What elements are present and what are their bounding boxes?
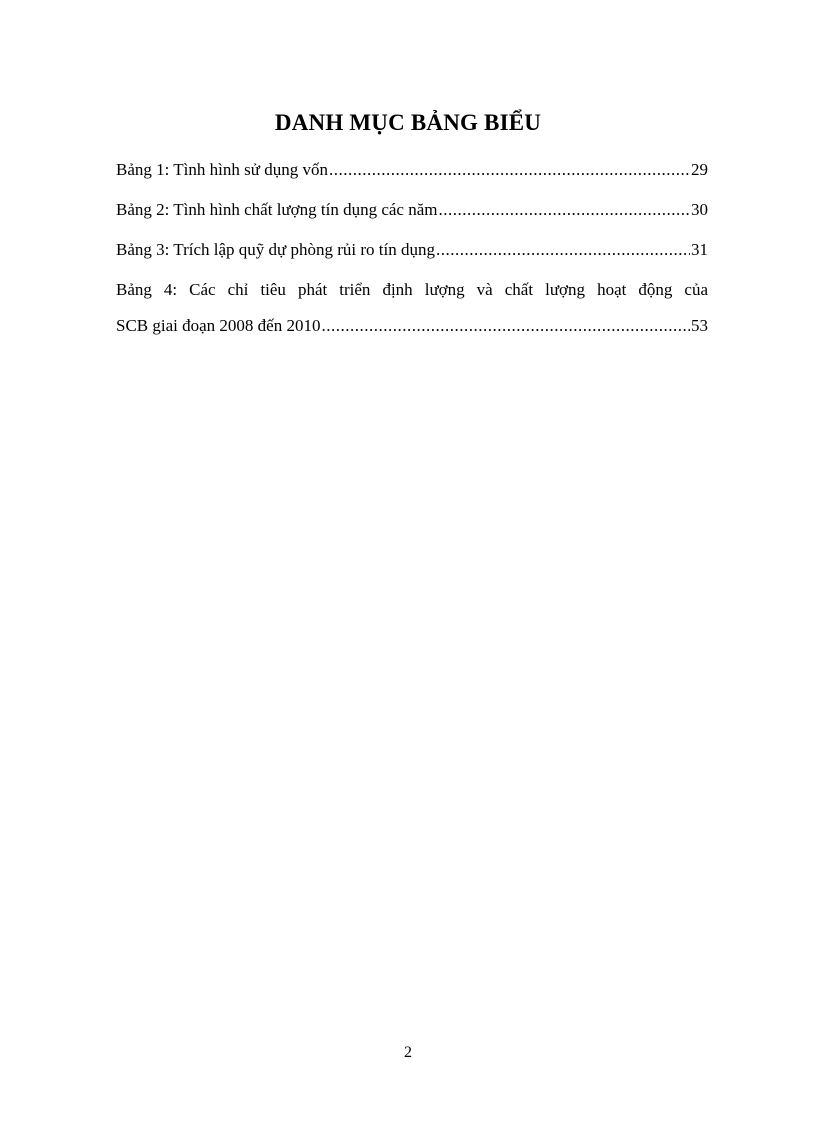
toc-leader-dots [436,240,690,260]
toc-entry-bang-1[interactable] [116,160,708,185]
table-of-tables [116,160,708,341]
toc-entry-continuation [116,316,708,341]
toc-leader-dots [321,316,690,336]
toc-entry-label: Bảng 2: Tình hình chất lượng tín dụng các năm [116,200,438,219]
toc-entry-label: Bảng 3: Trích lập quỹ dự phòng rủi ro tín dụng [116,240,435,259]
toc-entry-label-line2: SCB giai đoạn 2008 đến 2010 [116,316,321,335]
toc-entry-page: 29 [691,160,708,179]
page-title: DANH MỤC BẢNG BIỂU [274,110,542,135]
toc-leader-dots [329,160,690,180]
toc-leader-dots [438,200,690,220]
toc-entry-bang-2[interactable] [116,200,708,225]
toc-entry-label: Bảng 1: Tình hình sử dụng vốn [116,160,328,179]
page-number: 2 [404,1044,412,1061]
toc-entry-page: 30 [691,200,708,219]
toc-entry-page: 53 [691,316,708,335]
toc-entry-label-line1: Bảng 4: Các chỉ tiêu phát triển định lượng và chất lượng hoạt động của [116,280,708,299]
toc-entry-page: 31 [691,240,708,259]
toc-entry-bang-3[interactable] [116,240,708,265]
toc-entry-bang-4[interactable] [116,280,708,341]
